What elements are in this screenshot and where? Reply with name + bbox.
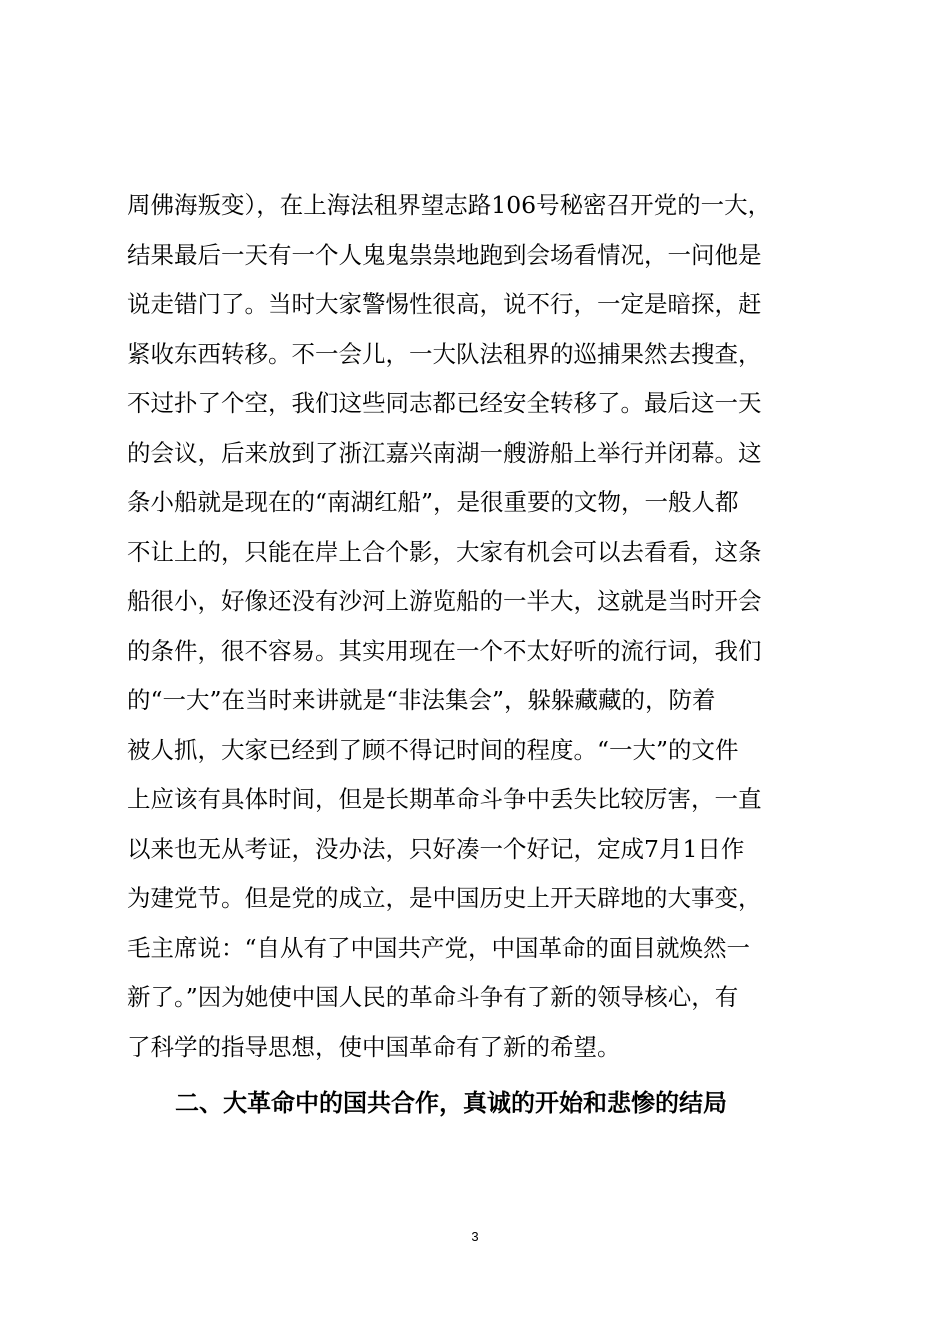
text-line: 不过扑了个空，我们这些同志都已经安全转移了。最后这一天 xyxy=(127,389,762,417)
text-line: 以来也无从考证，没办法，只好凑一个好记，定成7月1日作 xyxy=(127,834,745,863)
text-line: 说走错门了。当时大家警惕性很高，说不行，一定是暗探，赶 xyxy=(127,290,762,318)
text-line: 条小船就是现在的“南湖红船”，是很重要的文物，一般人都 xyxy=(127,488,739,516)
text-line: 紧收东西转移。不一会儿，一大队法租界的巡捕果然去搜查， xyxy=(127,339,762,368)
text-line: 的“一大”在当时来讲就是“非法集会”，躲躲藏藏的，防着 xyxy=(127,686,716,714)
text-line: 的会议，后来放到了浙江嘉兴南湖一艘游船上举行并闭幕。这 xyxy=(127,438,762,467)
text-line: 周佛海叛变），在上海法租界望志路106号秘密召开党的一大， xyxy=(127,191,772,219)
text-line: 毛主席说：“自从有了中国共产党，中国革命的面目就焕然一 xyxy=(127,933,751,962)
text-line: 新了。”因为她使中国人民的革命斗争有了新的领导核心，有 xyxy=(127,983,739,1011)
text-line: 的条件，很不容易。其实用现在一个不太好听的流行词，我们 xyxy=(127,636,762,665)
text-line: 了科学的指导思想，使中国革命有了新的希望。 xyxy=(127,1032,621,1061)
text-line: 上应该有具体时间，但是长期革命斗争中丢失比较厉害，一直 xyxy=(127,785,762,813)
text-line: 船很小，好像还没有沙河上游览船的一半大，这就是当时开会 xyxy=(127,587,762,615)
page-number: 3 xyxy=(471,1229,479,1244)
text-line: 为建党节。但是党的成立，是中国历史上开天辟地的大事变， xyxy=(127,884,762,912)
section-heading: 二、大革命中的国共合作，真诚的开始和悲惨的结局 xyxy=(175,1089,727,1117)
text-line: 被人抓，大家已经到了顾不得记时间的程度。“一大”的文件 xyxy=(127,735,739,764)
text-line: 不让上的，只能在岸上合个影，大家有机会可以去看看，这条 xyxy=(127,537,762,566)
text-line: 结果最后一天有一个人鬼鬼祟祟地跑到会场看情况，一问他是 xyxy=(127,240,762,269)
body-text xyxy=(127,181,827,1072)
